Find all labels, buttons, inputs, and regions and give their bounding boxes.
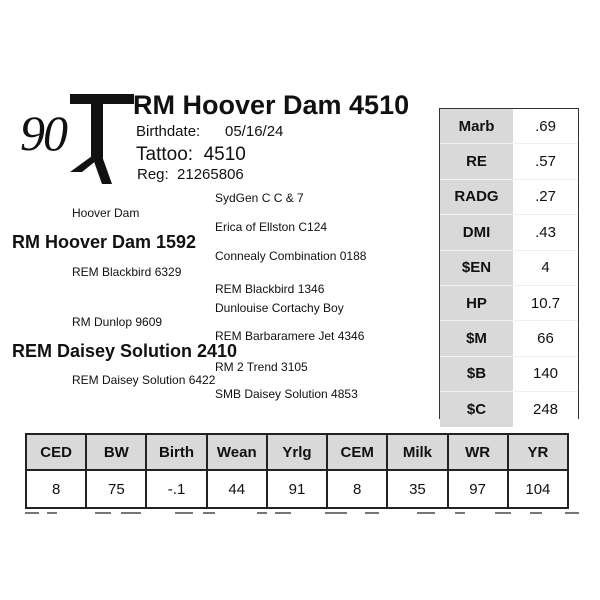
clipped-text-remnant — [25, 510, 580, 516]
index-epd-row — [440, 179, 578, 214]
index-epd-value: 10.7 — [513, 285, 578, 320]
birthdate-row — [136, 123, 284, 140]
index-epd-value: 66 — [513, 321, 578, 356]
production-epd-value: 91 — [267, 470, 327, 508]
pedigree-dam-sire-dam: REM Barbaramere Jet 4346 — [215, 329, 365, 343]
index-epd-row — [440, 109, 578, 144]
index-epd-row — [440, 215, 578, 250]
pedigree-dam-dam-sire: RM 2 Trend 3105 — [215, 360, 308, 374]
index-epd-row — [440, 321, 578, 356]
pedigree-sire-dam-dam: REM Blackbird 1346 — [215, 282, 325, 296]
index-epd-value: .57 — [513, 144, 578, 179]
index-epd-label: RE — [440, 144, 513, 179]
pedigree-dam-dam-dam: SMB Daisey Solution 4853 — [215, 387, 358, 401]
pedigree-sire-dam-sire: Connealy Combination 0188 — [215, 249, 367, 263]
index-epd-label: $EN — [440, 250, 513, 285]
production-epd-header: BW — [86, 434, 146, 470]
brand-mark-icon — [56, 92, 136, 192]
tattoo-value: 4510 — [203, 144, 246, 165]
production-epd-header: Wean — [207, 434, 267, 470]
index-epd-row — [440, 392, 578, 427]
production-epd-value: 8 — [26, 470, 86, 508]
birthdate-value: 05/16/24 — [225, 123, 284, 140]
pedigree-dam-sire: RM Dunlop 9609 — [72, 315, 163, 329]
reg-row — [137, 166, 244, 183]
production-epd-header: YR — [508, 434, 568, 470]
production-epd-table — [25, 433, 569, 507]
pedigree-sire-dam: REM Blackbird 6329 — [72, 265, 182, 279]
production-epd-value: 75 — [86, 470, 146, 508]
production-epd-value: 97 — [448, 470, 508, 508]
index-epd-label: $C — [440, 392, 513, 427]
index-epd-row — [440, 144, 578, 179]
production-epd-header: Yrlg — [267, 434, 327, 470]
pedigree-sire: RM Hoover Dam 1592 — [12, 232, 197, 252]
production-epd-value: 35 — [387, 470, 447, 508]
index-epd-value: 140 — [513, 356, 578, 391]
production-epd-header: Birth — [146, 434, 206, 470]
reg-value: 21265806 — [177, 166, 244, 183]
production-epd-value: 104 — [508, 470, 568, 508]
index-epd-label: DMI — [440, 215, 513, 250]
birthdate-label: Birthdate: — [136, 123, 201, 140]
production-epd-header: CEM — [327, 434, 387, 470]
index-epd-row — [440, 285, 578, 320]
production-epd-value: -.1 — [146, 470, 206, 508]
production-epd-header: CED — [26, 434, 86, 470]
pedigree-sire-sire-dam: Erica of Ellston C124 — [215, 220, 328, 234]
index-epd-table — [439, 108, 579, 419]
index-epd-value: .43 — [513, 215, 578, 250]
lot-number: 90 — [20, 105, 66, 161]
index-epd-label: $B — [440, 356, 513, 391]
index-epd-row — [440, 250, 578, 285]
tattoo-label: Tattoo: — [136, 144, 194, 165]
tattoo-row — [136, 144, 246, 166]
index-epd-value: .27 — [513, 179, 578, 214]
animal-name: RM Hoover Dam 4510 — [133, 90, 410, 120]
production-epd-value: 8 — [327, 470, 387, 508]
index-epd-row — [440, 356, 578, 391]
production-epd-header: Milk — [387, 434, 447, 470]
index-epd-label: RADG — [440, 179, 513, 214]
index-epd-value: 248 — [513, 392, 578, 427]
pedigree-sire-sire-sire: SydGen C C & 7 — [215, 191, 304, 205]
pedigree-dam: REM Daisey Solution 2410 — [12, 341, 238, 361]
index-epd-value: 4 — [513, 250, 578, 285]
index-epd-label: Marb — [440, 109, 513, 144]
production-epd-value-row — [26, 470, 568, 508]
pedigree-dam-sire-sire: Dunlouise Cortachy Boy — [215, 301, 344, 315]
pedigree-sire-sire: Hoover Dam — [72, 206, 140, 220]
reg-label: Reg: — [137, 166, 169, 183]
production-epd-value: 44 — [207, 470, 267, 508]
production-epd-header: WR — [448, 434, 508, 470]
index-epd-label: $M — [440, 321, 513, 356]
production-epd-header-row — [26, 434, 568, 470]
index-epd-label: HP — [440, 285, 513, 320]
pedigree-dam-dam: REM Daisey Solution 6422 — [72, 373, 216, 387]
index-epd-value: .69 — [513, 109, 578, 144]
